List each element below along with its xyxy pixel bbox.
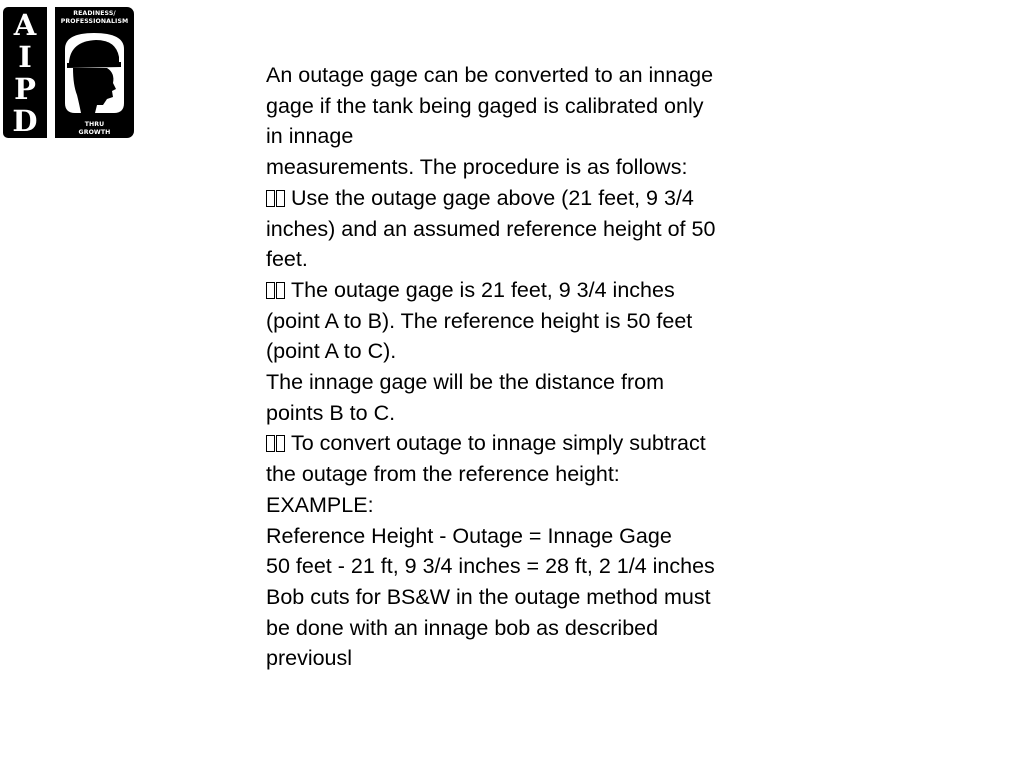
text-line: gage if the tank being gaged is calibrated only — [266, 93, 704, 118]
logo-letter-i: I — [18, 40, 32, 74]
document-body — [266, 60, 786, 674]
bullet-line — [266, 275, 786, 306]
text-line: (point A to B). The reference height is 50 feet — [266, 308, 693, 333]
text-line: The innage gage will be the distance from — [266, 370, 664, 395]
bullet-text: Use the outage gage above (21 feet, 9 3/4 — [291, 185, 694, 210]
aipd-logo — [3, 7, 134, 138]
text-line: 50 feet - 21 ft, 9 3/4 inches = 28 ft, 2 1/4 inches — [266, 554, 715, 579]
soldier-helmet-profile-icon — [59, 29, 130, 117]
logo-caption-growth: GROWTH — [78, 128, 111, 136]
text-line: in innage — [266, 124, 354, 149]
text-line: Bob cuts for BS&W in the outage method must — [266, 584, 711, 609]
text-line: EXAMPLE: — [266, 492, 374, 517]
text-line: previousl — [266, 646, 353, 671]
text-line: the outage from the reference height: — [266, 462, 620, 487]
bullet-text: To convert outage to innage simply subtract — [291, 431, 706, 456]
text-line: points B to C. — [266, 400, 396, 425]
logo-letter-p: P — [14, 72, 36, 106]
text-line: be done with an innage bob as described — [266, 615, 659, 640]
logo-caption-professionalism: PROFESSIONALISM — [60, 17, 129, 25]
missing-glyph-icon — [266, 275, 286, 306]
text-line: Reference Height - Outage = Innage Gage — [266, 523, 672, 548]
text-line: An outage gage can be converted to an innage — [266, 63, 714, 87]
logo-letter-a: A — [13, 8, 37, 42]
logo-caption-thru: THRU — [84, 121, 105, 128]
logo-letter-d: D — [12, 104, 38, 138]
bullet-line — [266, 183, 786, 214]
logo-caption-readiness: READINESS/ — [73, 10, 116, 17]
text-line: inches) and an assumed reference height of 50 — [266, 216, 716, 241]
bullet-text: The outage gage is 21 feet, 9 3/4 inches — [291, 277, 675, 302]
logo-divider — [47, 7, 55, 138]
missing-glyph-icon — [266, 428, 286, 459]
missing-glyph-icon — [266, 183, 286, 214]
bullet-line — [266, 428, 786, 459]
text-line: feet. — [266, 247, 308, 272]
text-line: (point A to C). — [266, 339, 397, 364]
text-line: measurements. The procedure is as follows: — [266, 155, 688, 180]
logo-letter-column — [3, 7, 47, 138]
